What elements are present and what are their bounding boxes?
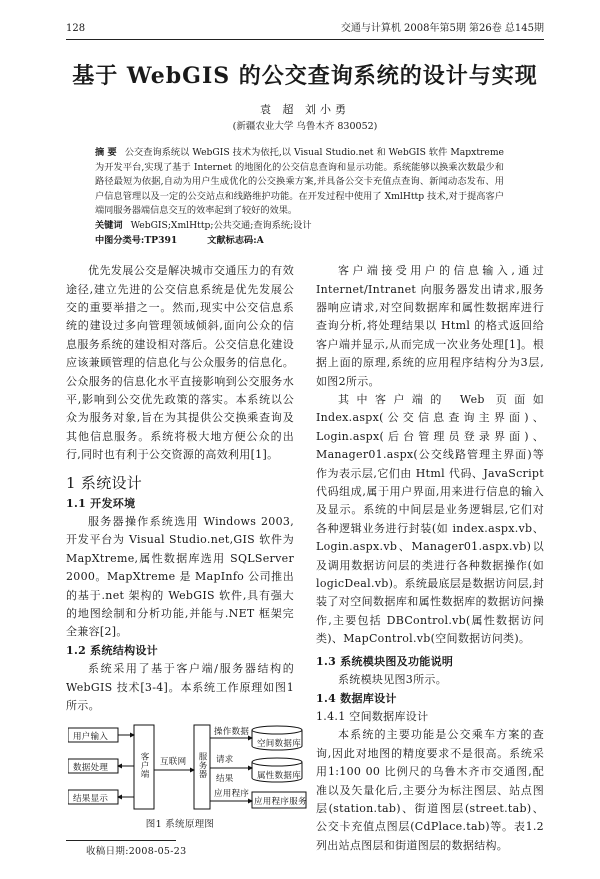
keywords-label: 关键词 bbox=[95, 219, 123, 231]
layers-paragraph: 其中客户端的 Web 页面如 Index.aspx(公交信息查询主界面)、Login.aspx(后台管理员登录界面)、Manager01.aspx(公交线路管理主界面)等作为表示层,它们由 Html 代码、JavaScript 代码组成,属于用户界面,用来进行信息的输入及显示。系统的中间层是业务逻辑层,它们对各种逻辑业务进行封装(如 index.aspx.vb、Login.aspx.vb、Manager01.aspx.vb)以及调用数据访问层的类进行各种数据操作(如 logicDeal.vb)。系统最底层是数据访问层,封装了对空间数据库和属性数据库的数据访问操作,主要包括 DBControl.vb(属性数据访问类)、MapControl.vb(空间数据访问类)。 bbox=[316, 393, 544, 646]
body-columns bbox=[66, 262, 544, 858]
section-1-3-text: 系统模块见图3所示。 bbox=[338, 673, 447, 687]
affiliation: (新疆农业大学 乌鲁木齐 830052) bbox=[232, 121, 378, 132]
fig-client: 客户端 bbox=[139, 751, 149, 778]
right-column bbox=[316, 262, 544, 858]
classification bbox=[95, 234, 504, 249]
section-1-4-heading: 1.4 数据库设计 bbox=[316, 691, 397, 705]
section-1-1-text: 服务器操作系统选用 Windows 2003,开发平台为 Visual Studio.net,GIS 软件为 MapXtreme,属性数据库选用 SQLServer 2000。MapXtreme 是 MapInfo 公司推出的基于.net 架构的 WebGIS 软件,具有强大的地图绘制和分析功能,并能与.NET 框架完全兼容[2]。 bbox=[66, 515, 294, 639]
fig-label-result: 结果 bbox=[216, 773, 234, 784]
abstract-block bbox=[95, 146, 504, 248]
section-1-3-heading: 1.3 系统模块图及功能说明 bbox=[316, 654, 454, 668]
abstract bbox=[95, 146, 504, 219]
abstract-label: 摘 要 bbox=[95, 147, 117, 158]
abstract-text: 公交查询系统以 WebGIS 技术为依托,以 Visual Studio.net 和 WebGIS 软件 Mapxtreme 为开发平台,实现了基于 Internet 的地图化的公交信息查询和显示功能。系统能够以换乘次数最少和路径最短为依据,自动为用户生成优化的公交换乘方案,并具备公交卡充值点查询、新闻动态发布、用户信息管理以及一定的公交站点和线路维护功能。在开发过程中使用了 XmlHttp 技术,对于提高客户端同服务器端信息交互的效率起到了较好的效果。 bbox=[95, 147, 504, 217]
left-column bbox=[66, 262, 307, 858]
fig-app-service: 应用程序服务 bbox=[254, 796, 307, 807]
fig-network: 互联网 bbox=[160, 756, 187, 767]
fig-label-request: 请求 bbox=[216, 754, 234, 765]
running-header bbox=[66, 22, 544, 40]
section-1-4-1-heading: 1.4.1 空间数据库设计 bbox=[316, 709, 429, 723]
fig-user-input: 用户输入 bbox=[73, 731, 109, 742]
section-1-heading: 1 系统设计 bbox=[66, 473, 143, 492]
page-number: 128 bbox=[66, 23, 86, 34]
doc-code: 文献标志码:A bbox=[207, 234, 264, 246]
received-date: 收稿日期:2008-05-23 bbox=[86, 845, 187, 857]
journal-info: 交通与计算机 2008年第5期 第26卷 总145期 bbox=[340, 23, 544, 34]
fig-label-operate: 操作数据 bbox=[214, 726, 250, 737]
fig-attribute-db: 属性数据库 bbox=[257, 770, 302, 781]
section-1-2-text: 系统采用了基于客户端/服务器结构的 WebGIS 技术[3-4]。本系统工作原理如图1所示。 bbox=[66, 662, 294, 713]
footnote-rule bbox=[66, 840, 176, 841]
authors: 袁 超 刘小勇 bbox=[260, 103, 350, 116]
fig-result-display: 结果显示 bbox=[73, 793, 109, 804]
section-1-1-heading: 1.1 开发环境 bbox=[66, 496, 136, 510]
intro-paragraph: 优先发展公交是解决城市交通压力的有效途径,建立先进的公交信息系统是优先发展公交的重要举措之一。然而,现实中公交信息系统的建设过多向管理领域倾斜,面向公众的信息服务系统的建设相对落后。公交信息化建设应该兼顾管理的信息化与公众服务的信息化。公众服务的信息化水平直接影响到公交服务水平,影响到公交优先政策的落实。本系统以公众为服务对象,旨在为其提供公交换乘查询及其他信息服务。系统将极大地方便公众的出行,同时也有利于公交资源的高效利用[1]。 bbox=[66, 264, 294, 462]
keywords-text: WebGIS;XmlHttp;公共交通;查询系统;设计 bbox=[130, 219, 312, 231]
fig-data-processing: 数据处理 bbox=[73, 762, 109, 773]
section-1-2-heading: 1.2 系统结构设计 bbox=[66, 643, 158, 657]
figure-1-caption: 图1 系统原理图 bbox=[145, 818, 215, 830]
class-number: 中图分类号:TP391 bbox=[95, 234, 178, 246]
section-1-4-1-text: 本系统的主要功能是公交乘车方案的查询,因此对地图的精度要求不是很高。系统采用1:100 00 比例尺的乌鲁木齐市交通图,配准以及矢量化后,主要分为标注图层、站点图层(station.tab)、街道图层(street.tab)、公交卡充值点图层(CdPlace.tab)等。表1.2 列出站点图层和街道图层的数据结构。 bbox=[316, 728, 544, 852]
principle-paragraph: 客户端接受用户的信息输入,通过 Internet/Intranet 向服务器发出请求,服务器响应请求,对空间数据库和属性数据库进行查询分析,将处理结果以 Html 的格式返回给客户端并显示,从而完成一次业务处理[1]。根据上面的原理,系统的应用程序结构分为3层,如图2所示。 bbox=[316, 264, 544, 388]
keywords bbox=[95, 219, 504, 234]
fig-server: 服务器 bbox=[197, 751, 207, 778]
fig-label-app: 应用程序 bbox=[214, 788, 250, 799]
fig-spatial-db: 空间数据库 bbox=[257, 738, 302, 749]
figure-1-diagram bbox=[68, 724, 308, 814]
paper-title: 基于 WebGIS 的公交查询系统的设计与实现 bbox=[72, 63, 538, 89]
